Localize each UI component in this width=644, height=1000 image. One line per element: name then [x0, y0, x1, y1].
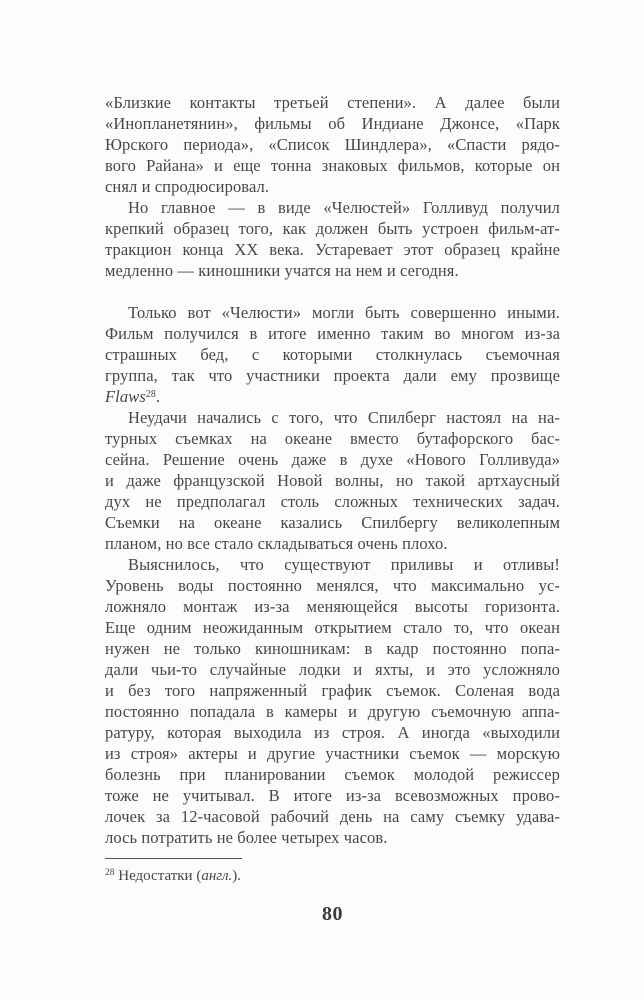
text-line: болезнь при планировании съемок молодой режиссер: [105, 765, 560, 784]
paragraph: [105, 554, 560, 848]
text-line: Юрского периода», «Список Шиндлера», «Спасти рядо-: [105, 135, 560, 154]
footnote-block: [105, 858, 560, 886]
text-line: лось потратить не более четырех часов.: [105, 828, 388, 847]
page-number: 80: [322, 903, 343, 925]
text-line: и без того напряженный график съемок. Соленая вода: [105, 681, 560, 700]
page-body: [105, 92, 560, 848]
text-line: нужен не только киношникам: в кадр постоянно попа-: [105, 639, 560, 658]
section-break: [105, 281, 560, 302]
paragraph: [105, 302, 560, 407]
text-line: Съемки на океане казались Спилбергу великолепным: [105, 513, 560, 532]
paragraph: [105, 197, 560, 281]
text-line: сейна. Решение очень даже в духе «Нового Голливуда»: [105, 450, 560, 469]
text-line: Неудачи начались с того, что Спилберг настоял на на-: [128, 408, 560, 427]
footnote-divider: [105, 858, 242, 859]
text-line: ложняло монтаж из-за меняющейся высоты горизонта.: [105, 597, 560, 616]
text-line: страшных бед, с которыми столкнулась съемочная: [105, 345, 560, 364]
text-line: турных съемках на океане вместо бутафорского бас-: [105, 429, 560, 448]
text-line: дух не предполагал столь сложных технических задач.: [105, 492, 560, 511]
text-line: снял и спродюсировал.: [105, 177, 270, 196]
text-line: медленно — киношники учатся на нем и сегодня.: [105, 261, 459, 280]
text-line: Выяснилось, что существуют приливы и отливы!: [128, 555, 560, 574]
text-line: планом, но все стало складываться очень плохо.: [105, 534, 448, 553]
text-line: дали чьи-то случайные лодки и яхты, и это усложняло: [105, 660, 560, 679]
text-line: лочек за 12-часовой рабочий день на саму съемку удава-: [105, 807, 560, 826]
text-line: Но главное — в виде «Челюстей» Голливуд получил: [128, 198, 560, 217]
text-line: Уровень воды постоянно менялся, что максимально ус-: [105, 576, 560, 595]
paragraph: [105, 92, 560, 197]
text-line: Фильм получился в итоге именно таким во многом из-за: [105, 324, 560, 343]
text-line: Еще одним неожиданным открытием стало то, что океан: [105, 618, 560, 637]
text-line: постоянно попадала в камеры и другую съемочную аппа-: [105, 702, 560, 721]
text-line: Только вот «Челюсти» могли быть совершенно иными.: [128, 303, 560, 322]
text-line: крепкий образец того, как должен быть устроен фильм-ат-: [105, 219, 560, 238]
text-line: тоже не учитывал. В итоге из-за всевозможных прово-: [105, 786, 560, 805]
text-line: и даже французской Новой волны, но такой артхаусный: [105, 471, 560, 490]
text-line: тракцион конца XX века. Устаревает этот образец крайне: [105, 240, 560, 259]
text-line: вого Райана» и еще тонна знаковых фильмов, которые он: [105, 156, 560, 175]
paragraph: [105, 407, 560, 554]
text-line: Flaws$^{28}$.: [105, 387, 161, 406]
text-line: группа, так что участники проекта дали ему прозвище: [105, 366, 560, 385]
footnote: $^{28}$ Недостатки (англ.).: [105, 868, 241, 884]
text-line: «Инопланетянин», фильмы об Индиане Джонсе, «Парк: [105, 114, 560, 133]
text-line: «Близкие контакты третьей степени». А далее были: [105, 93, 560, 112]
text-line: ратуру, которая выходила из строя. А иногда «выходили: [105, 723, 560, 742]
text-line: из строя» актеры и другие участники съемок — морскую: [105, 744, 560, 763]
